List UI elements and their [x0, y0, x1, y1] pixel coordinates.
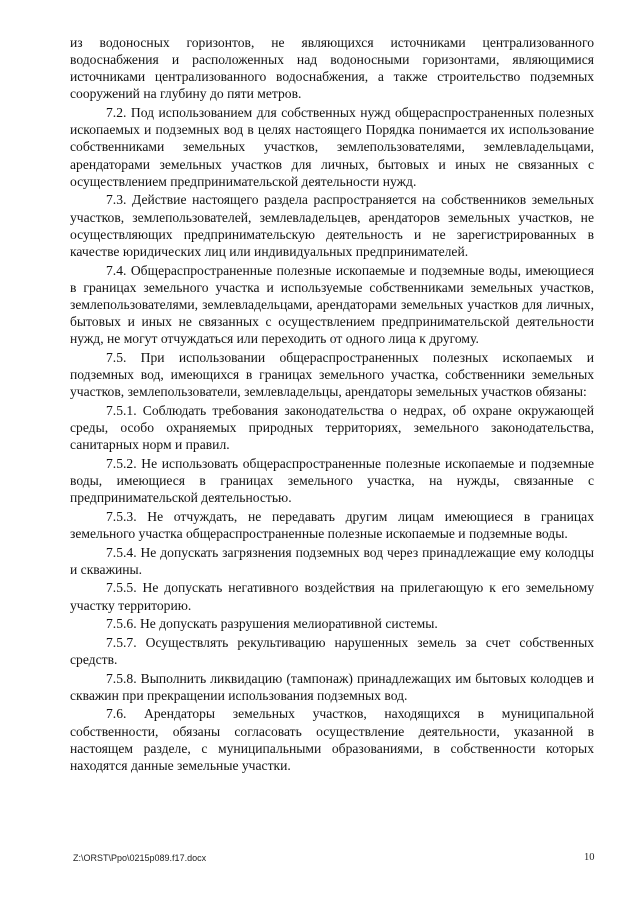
paragraph-7-5-2: 7.5.2. Не использовать общераспространенные полезные ископаемые и подземные воды, имеющиеся в границах земельного участка, на нужды, связанные с предпринимательской деятельностью.: [70, 455, 594, 506]
paragraph-7-5: 7.5. При использовании общераспространенных полезных ископаемых и подземных вод, имеющихся в границах земельного участка, собственники земельных участков, землепользователи, землевладельцы, арендаторы земельных участков обязаны:: [70, 349, 594, 400]
paragraph-7-6: 7.6. Арендаторы земельных участков, находящихся в муниципальной собственности, обязаны согласовать осуществление деятельности, указанной в настоящем разделе, с муниципальными образованиями, в собственности которых находятся данные земельные участки.: [70, 706, 594, 773]
paragraph-7-5-5: 7.5.5. Не допускать негативного воздействия на прилегающую к его земельному участку территорию.: [70, 580, 594, 613]
footer-file-path: Z:\ORST\Ppo\0215p089.f17.docx: [73, 853, 207, 863]
paragraph-7-2: 7.2. Под использованием для собственных нужд общераспространенных полезных ископаемых и подземных вод в целях настоящего Порядка понимается их использование собственниками земельных участков, землепользователями, землевладельцами, арендаторами земельных участков для личных, бытовых и иных не связанных с осуществлением предпринимательской деятельности нужд.: [70, 105, 594, 189]
paragraph-7-3: 7.3. Действие настоящего раздела распространяется на собственников земельных участков, землепользователей, землевладельцев, арендаторов земельных участков, не осуществляющих предпринимательскую деятельность и не зарегистрированных в качестве юридических лиц или индивидуальных предпринимателей.: [70, 192, 594, 259]
paragraph-7-5-3: 7.5.3. Не отчуждать, не передавать другим лицам имеющиеся в границах земельного участка общераспространенные полезные ископаемые и подземные воды.: [70, 508, 594, 541]
paragraph-7-5-1: 7.5.1. Соблюдать требования законодательства о недрах, об охране окружающей среды, особо охраняемых природных территориях, земельного законодательства, санитарных норм и правил.: [70, 402, 594, 453]
paragraph-continuation: из водоносных горизонтов, не являющихся источниками централизованного водоснабжения и расположенных над водоносными горизонтами, являющимися источниками централизованного водоснабжения, а также строительство подземных сооружений на глубину до пяти метров.: [70, 35, 594, 102]
paragraph-7-5-8: 7.5.8. Выполнить ликвидацию (тампонаж) принадлежащих им бытовых колодцев и скважин при прекращении использования подземных вод.: [70, 670, 594, 703]
paragraph-7-5-4: 7.5.4. Не допускать загрязнения подземных вод через принадлежащие ему колодцы и скважины.: [70, 544, 594, 577]
paragraph-7-5-7: 7.5.7. Осуществлять рекультивацию нарушенных земель за счет собственных средств.: [70, 634, 594, 667]
document-body: [70, 34, 594, 776]
paragraph-7-5-6: 7.5.6. Не допускать разрушения мелиоративной системы.: [106, 616, 438, 632]
paragraph-7-4: 7.4. Общераспространенные полезные ископаемые и подземные воды, имеющиеся в границах земельного участка и используемые собственниками земельных участков, землепользователями, землевладельцами, арендаторами земельных участков для личных, бытовых и иных не связанных с осуществлением предпринимательской деятельности нужд, не могут отчуждаться или переходить от одного лица к другому.: [70, 262, 594, 347]
page-number: 10: [584, 852, 595, 863]
